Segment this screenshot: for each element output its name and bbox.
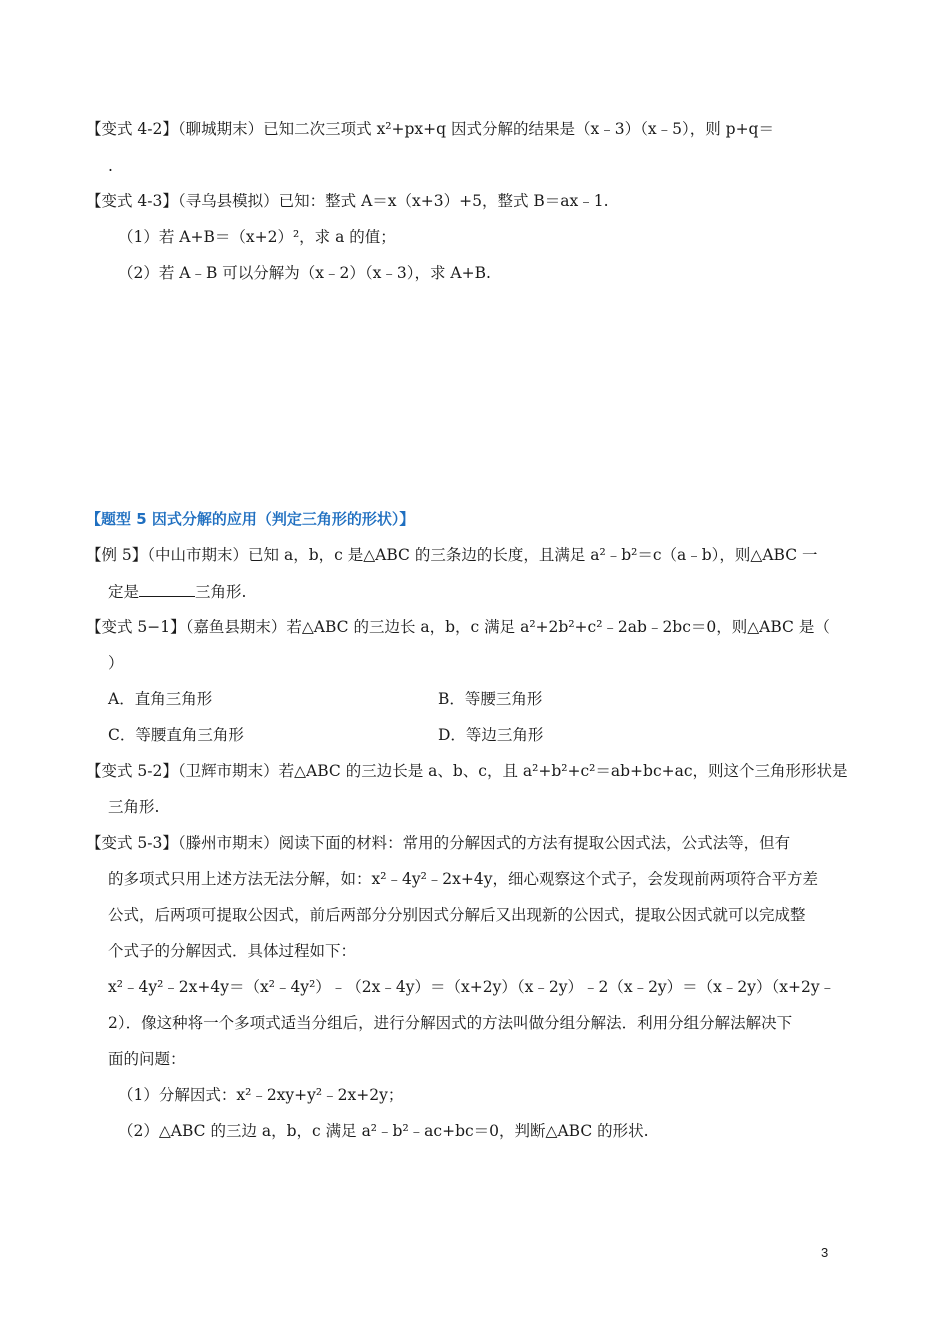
variant-5-2-line1: 【变式 5-2】（卫辉市期末）若△ABC 的三边长是 a、b、c，且 a²+b²+c²＝ab+bc+ac，则这个三角形形状是 xyxy=(86,762,848,780)
option-d: D．等边三角形 xyxy=(438,726,544,744)
section-heading-5: 【题型 5 因式分解的应用（判定三角形的形状）】 xyxy=(86,510,415,528)
variant-5-3-line4: 个式子的分解因式．具体过程如下： xyxy=(108,942,357,960)
variant-4-3-line: 【变式 4-3】（寻乌县模拟）已知：整式 A＝x（x+3）+5，整式 B＝ax﹣1. xyxy=(86,192,609,210)
variant-5-3-line1: 【变式 5-3】（滕州市期末）阅读下面的材料：常用的分解因式的方法有提取公因式法，公式法等，但有 xyxy=(86,834,791,852)
variant-5-1-line2: ） xyxy=(108,654,124,672)
variant-5-3-line6: 2）．像这种将一个多项式适当分组后，进行分解因式的方法叫做分组分解法．利用分组分解法解决下 xyxy=(108,1014,793,1032)
variant-5-3-line7: 面的问题： xyxy=(108,1050,186,1068)
variant-5-3-line3: 公式，后两项可提取公因式，前后两部分分别因式分解后又出现新的公因式，提取公因式就可以完成整 xyxy=(108,906,806,924)
variant-4-3-q1: （1）若 A+B＝（x+2）²，求 a 的值； xyxy=(118,228,396,246)
option-c: C．等腰直角三角形 xyxy=(108,726,244,744)
example-5-line2 xyxy=(108,580,888,603)
variant-4-3-q2: （2）若 A﹣B 可以分解为（x﹣2）（x﹣3），求 A+B. xyxy=(118,264,491,282)
variant-5-3-q1: （1）分解因式：x²﹣2xy+y²﹣2x+2y； xyxy=(118,1086,404,1104)
page-number: 3 xyxy=(821,1245,829,1260)
options-row-1 xyxy=(108,688,888,710)
variant-5-1-line1: 【变式 5−1】（嘉鱼县期末）若△ABC 的三边长 a，b，c 满足 a²+2b²+c²﹣2ab﹣2bc＝0，则△ABC 是（ xyxy=(86,618,830,636)
example-5-prefix: 定是 xyxy=(108,583,140,601)
example-5-suffix: 三角形. xyxy=(195,583,247,601)
answer-blank xyxy=(139,580,195,597)
variant-4-2-line1: 【变式 4-2】（聊城期末）已知二次三项式 x²+px+q 因式分解的结果是（x﹣3）（x﹣5），则 p+q＝ xyxy=(86,120,774,138)
option-a: A．直角三角形 xyxy=(108,690,213,708)
variant-5-3-line5: x²﹣4y²﹣2x+4y＝（x²﹣4y²）﹣（2x﹣4y）＝（x+2y）（x﹣2y）﹣2（x﹣2y）＝（x﹣2y）（x+2y﹣ xyxy=(108,978,836,996)
variant-5-2-line2: 三角形. xyxy=(108,798,160,816)
example-5-line1: 【例 5】（中山市期末）已知 a，b，c 是△ABC 的三条边的长度，且满足 a²﹣b²＝c（a﹣b），则△ABC 一 xyxy=(86,546,818,564)
variant-4-2-line2: . xyxy=(108,157,113,175)
variant-5-3-line2: 的多项式只用上述方法无法分解，如：x²﹣4y²﹣2x+4y，细心观察这个式子，会发现前两项符合平方差 xyxy=(108,870,818,888)
variant-5-3-q2: （2）△ABC 的三边 a，b，c 满足 a²﹣b²﹣ac+bc＝0，判断△ABC 的形状. xyxy=(118,1122,649,1140)
option-b: B．等腰三角形 xyxy=(438,690,543,708)
options-row-2 xyxy=(108,724,888,746)
